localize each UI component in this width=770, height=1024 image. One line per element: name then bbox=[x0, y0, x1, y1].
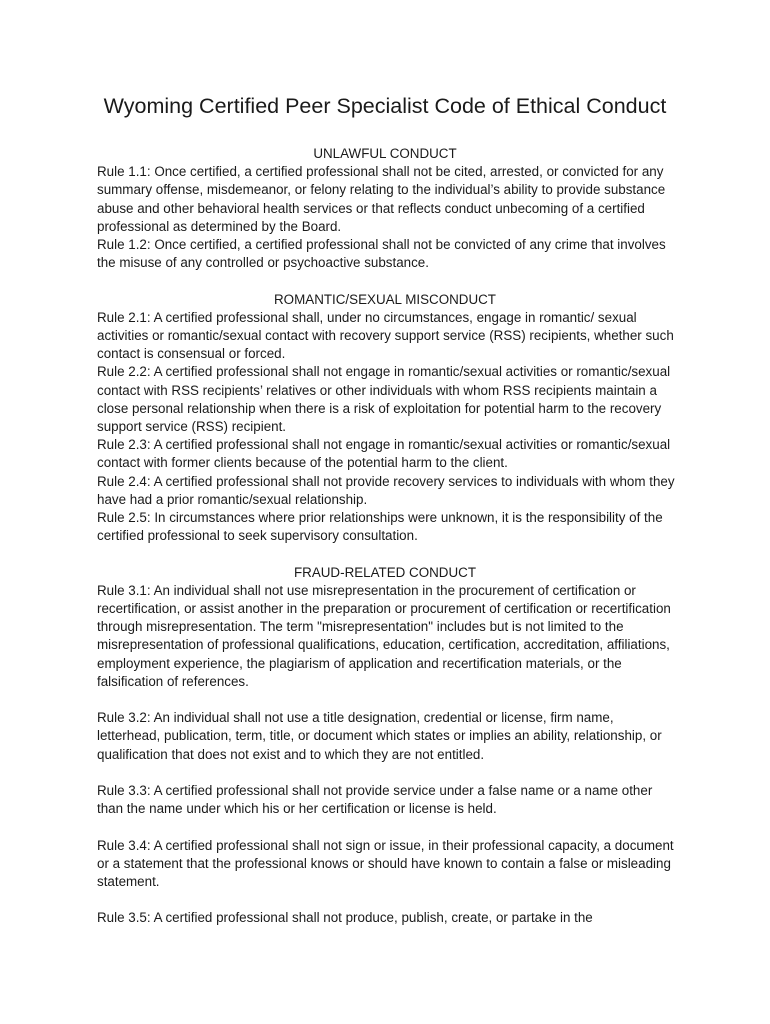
rule-3-3: Rule 3.3: A certified professional shall not provide service under a false name or a name other than the name under which his or her certification or license is held. bbox=[97, 783, 653, 817]
rule-2-5: Rule 2.5: In circumstances where prior relationships were unknown, it is the responsibility of the certified professional to seek supervisory consultation. bbox=[97, 510, 663, 544]
section-romantic-sexual-misconduct bbox=[97, 291, 677, 546]
section-heading: ROMANTIC/SEXUAL MISCONDUCT bbox=[274, 291, 496, 307]
paragraph-spacer bbox=[97, 891, 677, 909]
rule-1-2: Rule 1.2: Once certified, a certified professional shall not be convicted of any crime that involves the misuse of any controlled or psychoactive substance. bbox=[97, 237, 666, 271]
rule-3-5: Rule 3.5: A certified professional shall not produce, publish, create, or partake in the bbox=[97, 910, 593, 926]
rule-1-1: Rule 1.1: Once certified, a certified professional shall not be cited, arrested, or convicted for any summary offense, misdemeanor, or felony relating to the individual’s ability to provide substance abuse and other behavioral health services or that reflects conduct unbecoming of a certified professional as determined by the Board. bbox=[97, 164, 666, 234]
paragraph-spacer bbox=[97, 764, 677, 782]
section-fraud-related-conduct bbox=[97, 564, 677, 928]
rule-3-1: Rule 3.1: An individual shall not use misrepresentation in the procurement of certification or recertification, or assist another in the preparation or procurement of certification or recertification through misrepresentation. The term "misrepresentation" includes but is not limited to the misrepresentation of professional qualifications, education, certification, accreditation, affiliations, employment experience, the plagiarism of application and recertification materials, or the falsification of references. bbox=[97, 582, 671, 689]
rule-2-2: Rule 2.2: A certified professional shall not engage in romantic/sexual activities or romantic/sexual contact with RSS recipients’ relatives or other individuals with whom RSS recipients maintain a close personal relationship when there is a risk of exploitation for potential harm to the recovery support service (RSS) recipient. bbox=[97, 364, 671, 435]
section-spacer bbox=[97, 545, 677, 563]
rule-2-3: Rule 2.3: A certified professional shall not engage in romantic/sexual activities or romantic/sexual contact with former clients because of the potential harm to the client. bbox=[97, 437, 671, 471]
section-heading: FRAUD-RELATED CONDUCT bbox=[293, 564, 476, 580]
paragraph-spacer bbox=[97, 691, 677, 709]
section-spacer bbox=[97, 272, 677, 290]
rule-3-4: Rule 3.4: A certified professional shall not sign or issue, in their professional capacity, a document or a statement that the professional knows or should have known to contain a false or misleading statement. bbox=[97, 837, 674, 890]
section-heading: UNLAWFUL CONDUCT bbox=[313, 146, 457, 161]
document-body bbox=[97, 145, 677, 928]
document-title: Wyoming Certified Peer Specialist Code of Ethical Conduct bbox=[103, 94, 667, 118]
section-unlawful-conduct bbox=[97, 145, 677, 272]
rule-3-2: Rule 3.2: An individual shall not use a title designation, credential or license, firm name, letterhead, publication, term, title, or document which states or implies an ability, relationship, or qualification that does not exist and to which they are not entitled. bbox=[97, 710, 662, 762]
paragraph-spacer bbox=[97, 818, 677, 836]
rule-2-4: Rule 2.4: A certified professional shall not provide recovery services to individuals with whom they have had a prior romantic/sexual relationship. bbox=[97, 473, 675, 507]
rule-2-1: Rule 2.1: A certified professional shall, under no circumstances, engage in romantic/ sexual activities or romantic/sexual contact with recovery support service (RSS) recipients, whether such contact is consensual or forced. bbox=[97, 309, 674, 362]
